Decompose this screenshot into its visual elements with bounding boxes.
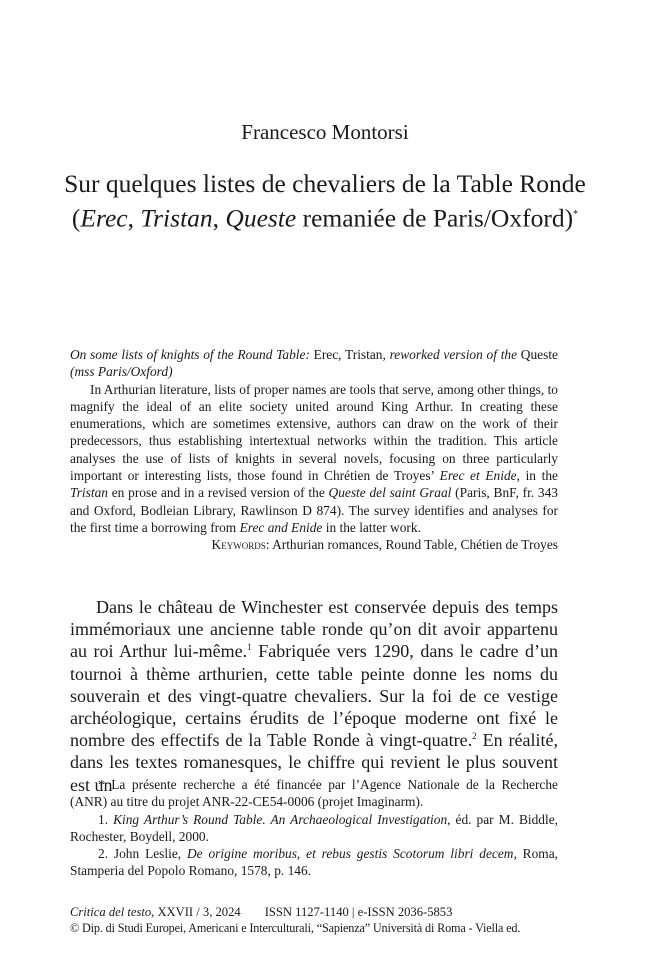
body-paragraph <box>70 596 558 796</box>
title-comma: , <box>127 203 141 233</box>
abstract-text-run: In Arthurian literature, lists of proper names are tools that serve, among other things, to magnify the ideal of an elite society united around King Arthur. In creating these enumerations, which are sometimes extensive, authors can draw on the work of their predecessors, thus establishing intertextual networks within the tradition. This article analyses the use of lists of knights in several novels, focusing on three particularly important or interesting lists, those found in Chrétien de Troyes’ <box>70 381 558 484</box>
footer-journal-line <box>70 904 570 920</box>
footnote-1 <box>70 811 558 846</box>
page-footer <box>70 904 570 936</box>
body-text-run: En réalité, dans les textes romanesques, le chiffre qui revient le plus souvent est un <box>70 730 559 795</box>
abstract-title-italic: (mss Paris/Oxford) <box>70 364 173 380</box>
article-title <box>40 168 610 234</box>
body-text-run: Fabriquée vers 1290, dans le cadre d’un tournoi à thème arthurien, cette table peinte donne les noms du souverain et des vingt-quatre chevaliers. Sur la foi de ce vestige archéologique, certains érudits de l’époque moderne ont fixé le nombre des effectifs de la Table Ronde à vingt-quatre. <box>70 641 558 751</box>
abstract-text-run: in the latter work. <box>322 519 421 535</box>
title-comma: , <box>212 203 226 233</box>
abstract-title-italic: On some lists of knights of the Round Table: <box>70 347 310 362</box>
footnote-number: 1. <box>98 811 114 827</box>
title-queste: Queste <box>225 203 297 233</box>
abstract-text-run: (Paris, BnF, fr. 343 and Oxford, Bodleian Library, Rawlinson D 874). The survey identifies and analyses for the first time a borrowing from <box>70 485 559 535</box>
footnote-text: , Roma, Stamperia del Popolo Romano, 1578, p. 146. <box>70 846 558 879</box>
title-line-2 <box>40 199 610 234</box>
footnote-ref[interactable]: 2 <box>472 731 477 742</box>
footnote-italic: De origine moribus, et rebus gestis Scotorum libri decem <box>187 846 514 862</box>
title-tristan: Tristan <box>140 203 213 233</box>
abstract-english-title <box>70 346 558 381</box>
title-paren: ( <box>71 203 81 233</box>
abstract-text-run: en prose and in a revised version of the <box>107 485 329 501</box>
keywords-label: Keywords <box>211 537 266 553</box>
footer-copyright: © Dip. di Studi Europei, Americani e Interculturali, “Sapienza” Università di Roma - Viella ed. <box>70 921 521 935</box>
abstract-italic: Queste del saint Graal <box>328 485 452 501</box>
footnote-text: , éd. par M. Biddle, Rochester, Boydell, 2000. <box>70 811 559 844</box>
footnote-2 <box>70 845 558 880</box>
journal-issue: , XXVII / 3, 2024 <box>151 905 241 919</box>
abstract-italic: Erec et Enide <box>439 468 517 484</box>
footnote-italic: King Arthur’s Round Table. An Archaeological Investigation <box>113 811 448 827</box>
title-erec: Erec <box>80 203 128 233</box>
abstract-text <box>70 381 558 537</box>
keywords <box>70 536 558 553</box>
footnotes <box>70 776 558 880</box>
author-name: Francesco Montorsi <box>241 120 409 144</box>
journal-name: Critica del testo <box>70 905 152 919</box>
footnote-ref[interactable]: 1 <box>247 642 252 653</box>
abstract-italic: Tristan <box>70 485 108 501</box>
abstract <box>70 346 558 554</box>
abstract-title-plain: Erec, Tristan, <box>309 347 390 362</box>
footnote-text: 2. John Leslie, <box>98 846 187 862</box>
keywords-list: Arthurian romances, Round Table, Chétien de Troyes <box>272 537 558 553</box>
abstract-text-run: , in the <box>516 468 558 484</box>
title-rest: remaniée de Paris/Oxford) <box>296 203 574 233</box>
title-footnote-mark: * <box>573 209 579 220</box>
abstract-title-plain: Queste <box>517 347 558 362</box>
body-text-run: Dans le château de Winchester est conservée depuis des temps immémoriaux une ancienne table ronde qu’on dit avoir appartenu au roi Arthur lui-même. <box>70 597 558 662</box>
abstract-title-italic: reworked version of the <box>389 347 518 362</box>
keywords-colon: : <box>265 537 273 553</box>
title-line-1: Sur quelques listes de chevaliers de la Table Ronde <box>64 169 586 198</box>
issn: ISSN 1127-1140 | e-ISSN 2036-5853 <box>264 905 453 919</box>
footnote-star: * La présente recherche a été financée par l’Agence Nationale de la Recherche (ANR) au titre du projet ANR-22-CE54-0006 (projet Imaginarm). <box>70 777 558 810</box>
abstract-italic: Erec and Enide <box>239 519 323 535</box>
body-text <box>70 596 558 796</box>
